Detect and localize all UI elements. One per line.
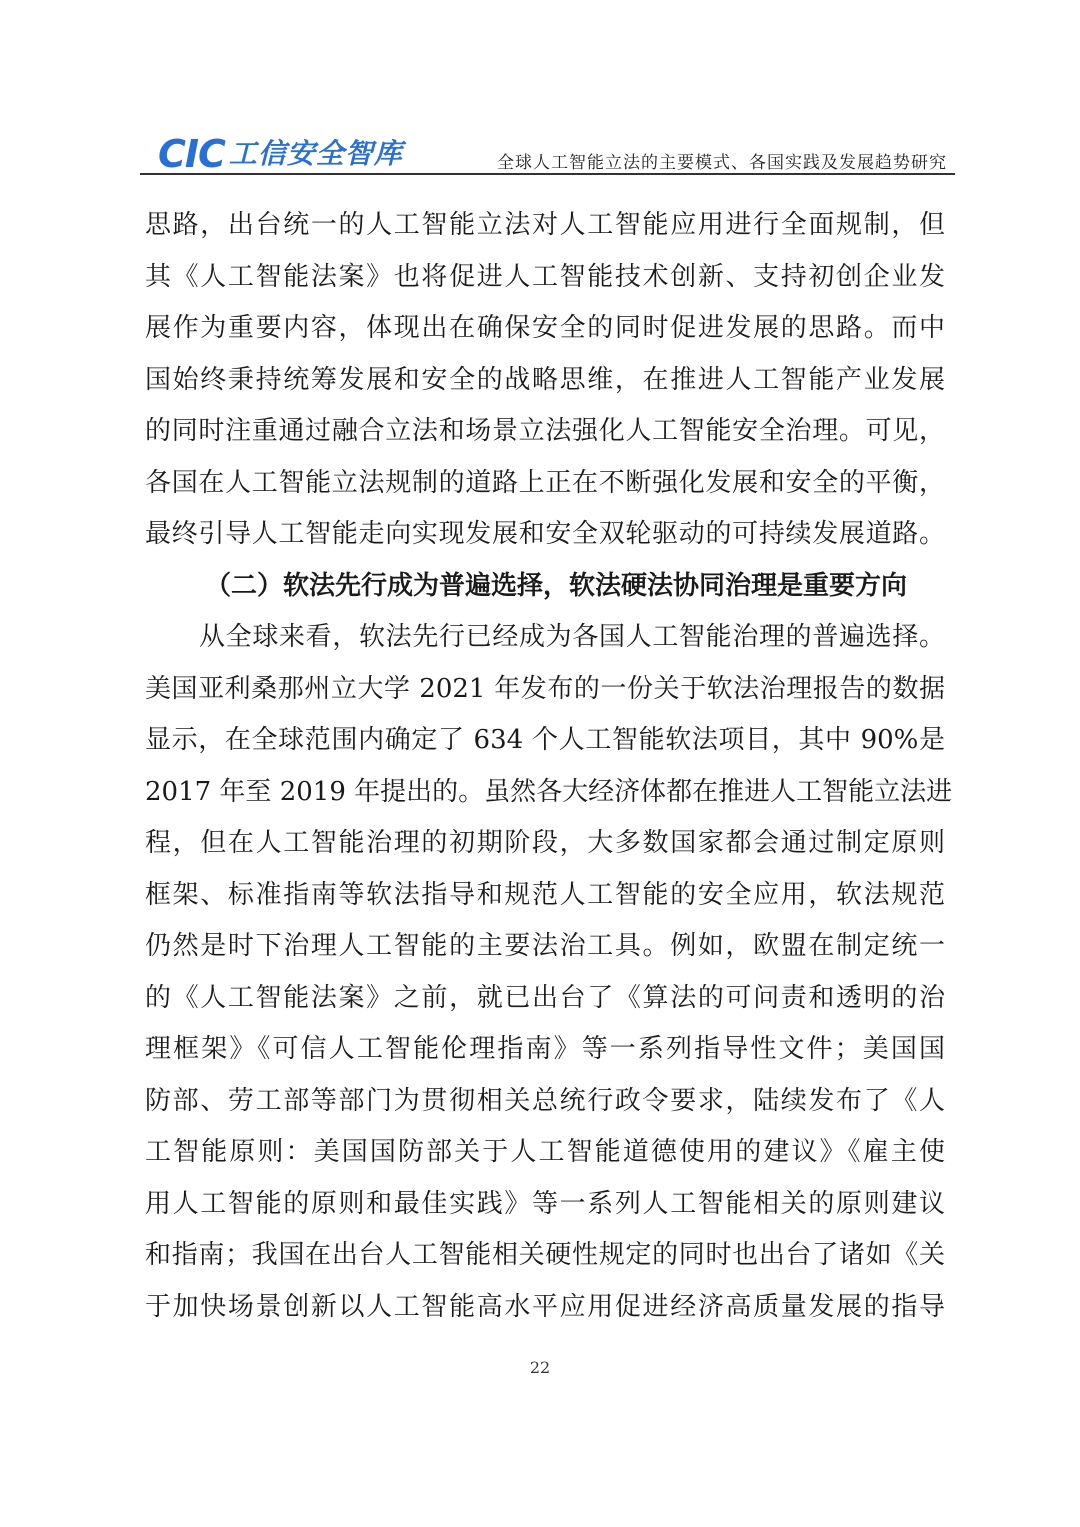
text-line: 程，但在人工智能治理的初期阶段，大多数国家都会通过制定原则 <box>145 828 945 858</box>
text-line: 防部、劳工部等部门为贯彻相关总统行政令要求，陆续发布了《人 <box>145 1085 945 1116</box>
text-line: 工智能原则：美国国防部关于人工智能道德使用的建议》《雇主使 <box>145 1137 945 1167</box>
header-divider <box>140 173 955 175</box>
text-line: 和指南；我国在出台人工智能相关硬性规定的同时也出台了诸如《关 <box>145 1240 945 1270</box>
text-line: 理框架》《可信人工智能伦理指南》等一系列指导性文件；美国国 <box>145 1034 945 1064</box>
text-line: 显示，在全球范围内确定了 634 个人工智能软法项目，其中 90%是 <box>145 725 945 755</box>
logo <box>158 134 403 174</box>
text-line: 各国在人工智能立法规制的道路上正在不断强化发展和安全的平衡， <box>145 467 945 498</box>
text-line: 展作为重要内容，体现出在确保安全的同时促进发展的思路。而中 <box>145 313 945 343</box>
text-line: 其《人工智能法案》也将促进人工智能技术创新、支持初创企业发 <box>145 261 945 292</box>
body-text <box>145 200 953 1333</box>
text-line: 的同时注重通过融合立法和场景立法强化人工智能安全治理。可见， <box>145 416 945 446</box>
text-line: 从全球来看，软法先行已经成为各国人工智能治理的普遍选择。 <box>199 622 945 652</box>
text-line: 框架、标准指南等软法指导和规范人工智能的安全应用，软法规范 <box>145 879 945 910</box>
text-line: 最终引导人工智能走向实现发展和安全双轮驱动的可持续发展道路。 <box>145 519 945 549</box>
text-line: 仍然是时下治理人工智能的主要法治工具。例如，欧盟在制定统一 <box>145 931 945 961</box>
text-line: 于加快场景创新以人工智能高水平应用促进经济高质量发展的指导 <box>145 1291 945 1322</box>
page-number: 22 <box>529 1358 551 1377</box>
logo-mark: CIC <box>158 132 225 176</box>
text-line: 的《人工智能法案》之前，就已出台了《算法的可问责和透明的治 <box>145 982 945 1013</box>
text-line: 美国亚利桑那州立大学 2021 年发布的一份关于软法治理报告的数据 <box>145 673 945 704</box>
text-line: 用人工智能的原则和最佳实践》等一系列人工智能相关的原则建议 <box>145 1188 945 1219</box>
text-line: 2017 年至 2019 年提出的。虽然各大经济体都在推进人工智能立法进 <box>145 776 953 807</box>
page-header <box>140 128 955 176</box>
section-heading: （二）软法先行成为普遍选择，软法硬法协同治理是重要方向 <box>205 570 908 601</box>
text-line: 国始终秉持统筹发展和安全的战略思维，在推进人工智能产业发展 <box>145 364 945 395</box>
header-title: 全球人工智能立法的主要模式、各国实践及发展趋势研究 <box>497 153 947 173</box>
logo-text: 工信安全智库 <box>228 137 403 170</box>
text-line: 思路，出台统一的人工智能立法对人工智能应用进行全面规制，但 <box>145 210 945 240</box>
